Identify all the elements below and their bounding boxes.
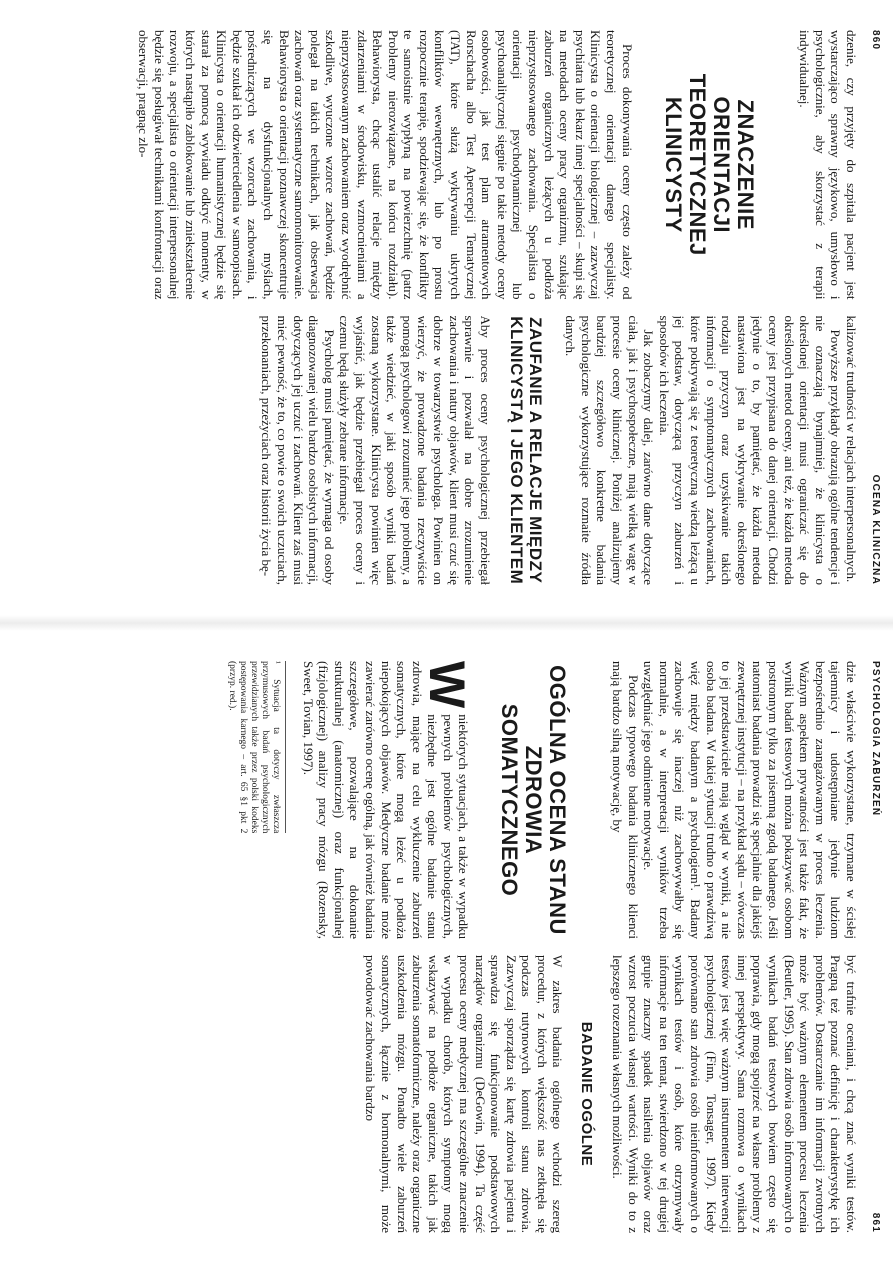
paragraph: dzenie, czy przyjęty do szpitala pacjent jest wystarczająco sprawny językowo, umysłowo i psychologicznie, aby skorzystać z terapii indywidualnej.: [797, 30, 859, 300]
column-right: [10, 316, 859, 586]
paragraph: Psycholog musi pamiętać, że wymaga od osoby diagnozowanej wielu bardzo osobistych informacji, dotyczących jej uczuć i zachowań. Klient zaś musi mieć pewność, że to, co powie o swoich uczuciach, przekonaniach, przeżyciach oraz historii życia bę-: [259, 315, 337, 585]
running-title: PSYCHOLOGIA ZABURZEŃ: [870, 661, 881, 817]
paragraph: Aby proces oceny psychologicznej przebiegał sprawnie i pozwalał na dobre zrozumienie zachowania i natury objawów, klient musi czuć się dobrze w towarzystwie psychologa. Powinien on wierzyć, że prowadzone badania rzeczywiście pomogą psychologowi zrozumieć jego problemy, a także wiedzieć, w jaki sposób wyniki badań zostaną wykorzystane. Klinicysta powinien więc wyjaśnić, jak będzie przebiegał proces oceny i czemu będą służyły zebrane informacje.: [337, 315, 493, 585]
column-left: [10, 661, 859, 939]
section-heading: BADANIE OGÓLNE: [578, 1021, 596, 1167]
column-left: [10, 30, 859, 300]
paragraph: Jak zobaczymy dalej, zarówno dane dotyczące ciała, jak i psychospołeczne, mają wielką wagę w procesie oceny klinicznej. Poniżej analizujemy bardziej szczegółowo konkretne badania psychologiczne wykorzystujące rozmaite źródła danych.: [563, 315, 657, 585]
page-number: 860: [870, 30, 881, 51]
section-heading: OGÓLNA OCENA STANU ZDROWIA SOMATYCZNEGO: [497, 665, 571, 935]
paragraph: kalizować trudności w relacjach interpersonalnych.: [844, 315, 859, 583]
running-title: OCENA KLINICZNA: [870, 474, 881, 585]
page-861: [0, 631, 893, 1263]
paragraph: W zakres badania ogólnego wchodzi szereg procedur, z których większość nas zetknęła się podczas rutynowych kontroli stanu zdrowia. Zazwyczaj sporządza się kartę zdrowia pacjenta i sprawdza się funkcjonowanie podstawowych narządów organizmu (DeGowin, 1994). Ta część procesu oceny medycznej ma szczególne znaczenie w wypadku chorób, których symptomy mogą wskazywać na podłoże organiczne, takich jak zaburzenia somatoformiczne, należy oraz organiczne uszkodzenia mózgu. Ponadto wiele zaburzeń somatycznych, łącznie z hormonalnymi, może powodować zachowania bardzo: [363, 955, 566, 1233]
paragraph-text: niektórych sytuacjach, a także w wypadku pewnych problemów psychologicznych, niezbędne jest ogólne badanie stanu zdrowia, mające na celu wykluczenie zaburzeń somatycznych, które mogą leżeć u podłoża niepokojących objawów. Medyczne badanie może zawierać zarówno ocenę ogólną, jak również badania szczegółowe, pozwalające na dokonanie strukturalnej (anatomicznej) oraz funkcjonalnej (fizjologicznej) analizy pracy mózgu (Rozensky, Sweet, Tovian, 1997).: [300, 661, 472, 939]
section-heading: ZAUFANIE A RELACJE MIĘDZY KLINICYSTĄ I JEGO KLIENTEM: [506, 316, 545, 585]
column-right: [10, 955, 859, 1233]
paragraph: Powyższe przykłady obrazują ogólne tendencje i nie oznaczają bynajmniej, że klinicysta o określonej orientacji musi ograniczać się do określonych metod oceny, ani też, że każda metoda oceny jest przypisana do danej orientacji. Chodzi jedynie o to, by pamiętać, że każda metoda nastawiona jest na wykrywanie określonego rodzaju przyczyn oraz uzyskiwanie takich informacji o symptomatycznych zachowaniach, które pokrywają się z teoretyczną wiedzą leżącą u jej podstaw, dotyczącą przyczyn zaburzeń i sposobów ich leczenia.: [656, 315, 844, 585]
footnote-text: ¹ Sytuacja ta dotyczy zwłaszcza przymusowych badań psychologicznych przewidzianych także przez polski kodeks postępowania karnego – art. 65 §1 pkt 2 (przyp. red.).: [226, 661, 281, 834]
running-header: [867, 30, 883, 585]
book-gutter: [0, 615, 893, 631]
paragraph-with-dropcap: [300, 661, 476, 939]
section-heading: ZNACZENIE ORIENTACJI TEORETYCZNEJ KLINICYSTY: [660, 73, 758, 256]
paragraph: Podczas typowego badania klinicznego klienci mają bardzo silną motywację, by: [610, 661, 641, 939]
paragraph: dzie właściwie wykorzystane, trzymane w ścisłej tajemnicy i udostępniane jedynie ludziom bezpośrednio zaangażowanym w proces leczenia. Ważnym aspektem prywatności jest także fakt, że wyniki badań testowych można pokazywać osobom postronnym tylko za pisemną zgodą badanego. Jeśli natomiast badania prowadzi się specjalnie dla jakiejś zewnętrznej instytucji – na przykład sądu – wówczas to jej przedstawiciele mają wgląd w wyniki, a nie osoba badana. W takiej sytuacji trudno o prawdziwą więź między badanym a psychologiem¹. Badany zachowuje się inaczej niż zachowywałby się normalnie, a w interpretacji wyników trzeba uwzględniać jego odmienne motywacje.: [641, 661, 859, 939]
drop-cap: W: [419, 661, 476, 709]
paragraph: Proces dokonywania oceny często zależy od teoretycznej orientacji danego specjalisty. Klinicysta o orientacji biologicznej – zazwyczaj psychiatra lub lekarz innej specjalności – skupi się na metodach oceny pracy organizmu, szukając zaburzeń organicznych leżących u podłoża nieprzystosowanego zachowania. Specjalista o orientacji psychodynamicznej lub psychoanalitycznej sięgnie po takie metody oceny osobowości, jak test plam atramentowych Rorschacha albo Test Apercepcji Tematycznej (TAT), które służą wykrywaniu ukrytych konfliktów wewnętrznych, lub po prostu rozpocznie terapię, spodziewając się, że konflikty te samoistnie wypłyną na powierzchnię (patrz Problemy nierozwiązane, na końcu rozdziału). Behawiorysta, chcąc ustalić relacje między zdarzeniami w środowisku, wzmocnieniami a nieprzystosowanym zachowaniem oraz wyodrębnić szkodliwe, wyuczone wzorce zachowań, będzie polegał na takich technikach, jak obserwacja zachowań oraz systematyczne samomonitorowanie. Behawiorysta o orientacji poznawczej skoncentruje się na dysfunkcjonalnych myślach, pośredniczących we wzorcach zachowania, i będzie szukał ich odzwierciedlenia w samoopisach. Klinicysta o orientacji humanistycznej będzie się starał za pomocą wywiadu odkryć momenty, w których nastąpiło zablokowanie lub zniekształcenie rozwoju, a specjalista o orientacji interpersonalnej będzie się posługiwał technikami konfrontacji oraz obserwacji, pragnąc zlo-: [136, 30, 635, 300]
paragraph: być trafnie oceniani, i chcą znać wyniki testów. Pragną też poznać definicję i charakterystykę ich problemów. Dostarczanie im informacji zwrotnych może być ważnym elementem procesu leczenia (Beutler, 1995). Stan zdrowia osób informowanych o wynikach badań testowych bowiem często się poprawia, gdy mogą spojrzeć na własne problemy z innej perspektywy. Sama rozmowa o wynikach testów jest więc ważnym instrumentem interwencji psychologicznej (Finn, Tonsager, 1997). Kiedy porównano stan zdrowia osób nieinformowanych o wynikach testów i osób, które otrzymywały informacje na ten temat, stwierdzono w tej drugiej grupie znaczny spadek nasilenia objawów oraz wzrost poczucia własnej wartości. Wyniki do to z lepszego rozeznania własnych możliwości.: [610, 955, 859, 1233]
page-number: 861: [870, 1212, 881, 1233]
footnote: [226, 661, 286, 833]
running-header: [867, 661, 883, 1233]
page-860: [0, 0, 893, 615]
